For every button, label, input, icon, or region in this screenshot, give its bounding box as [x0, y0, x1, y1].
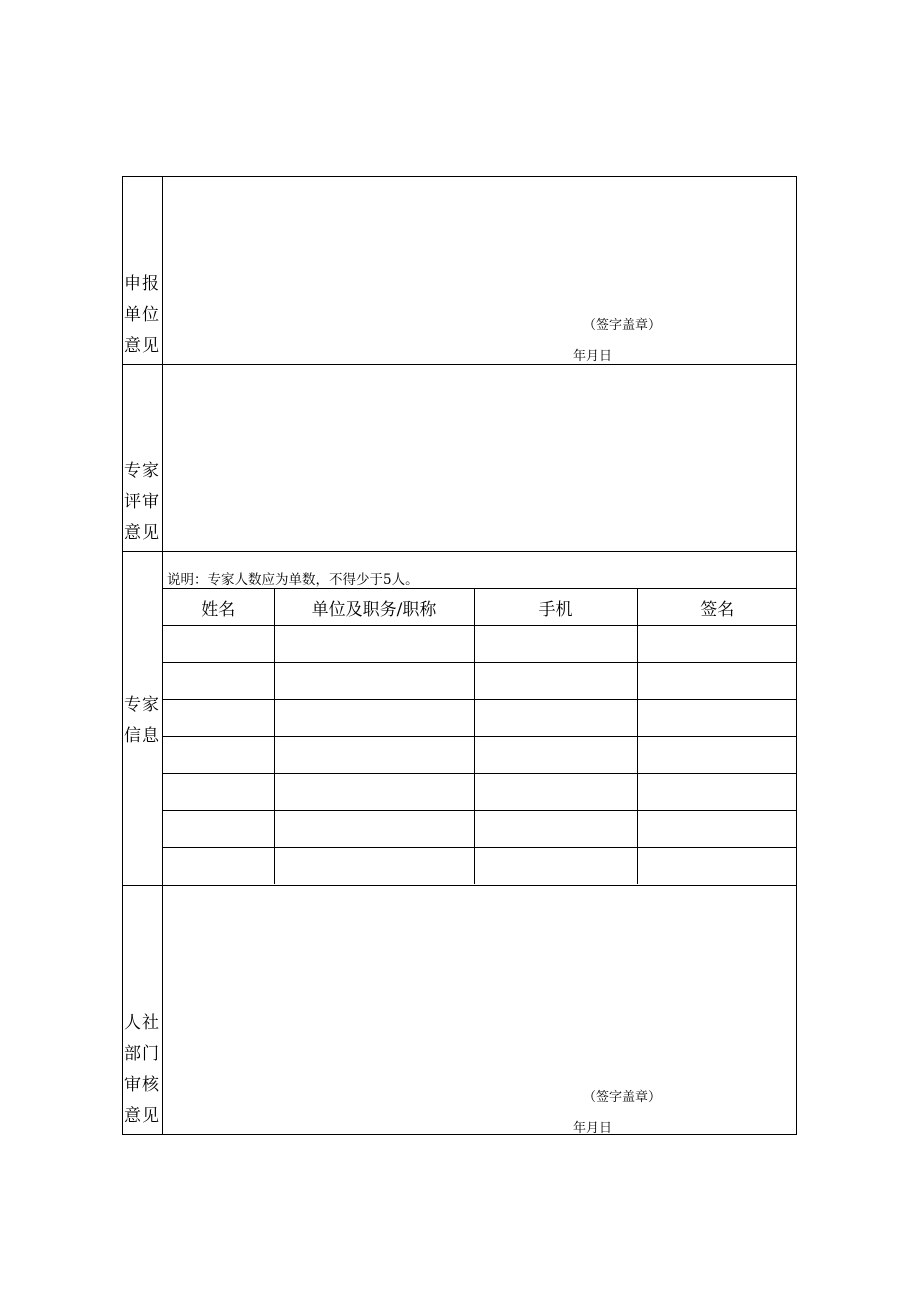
applicant-opinion-area[interactable] — [163, 177, 796, 364]
column-header-unit-title: 单位及职务/职称 — [274, 589, 474, 626]
expert-review-area[interactable] — [163, 365, 796, 551]
applicant-opinion-row — [123, 177, 796, 365]
phone-cell[interactable] — [474, 626, 637, 663]
name-cell[interactable] — [163, 811, 274, 848]
unit-title-cell[interactable] — [274, 626, 474, 663]
expert-info-row — [123, 552, 796, 886]
expert-table-header — [163, 589, 797, 626]
name-cell[interactable] — [163, 700, 274, 737]
phone-cell[interactable] — [474, 700, 637, 737]
unit-title-cell[interactable] — [274, 663, 474, 700]
column-header-signature: 签名 — [637, 589, 797, 626]
unit-title-cell[interactable] — [274, 774, 474, 811]
unit-title-cell[interactable] — [274, 848, 474, 885]
table-row — [163, 811, 797, 848]
phone-cell[interactable] — [474, 737, 637, 774]
table-row — [163, 626, 797, 663]
expert-info-label: 专家信息 — [124, 695, 160, 746]
hr-date-note: 年月日 — [573, 1121, 613, 1136]
signature-cell[interactable] — [637, 663, 797, 700]
table-row — [163, 737, 797, 774]
table-row — [163, 848, 797, 885]
opinion-form — [122, 176, 797, 1135]
signature-cell[interactable] — [637, 626, 797, 663]
hr-signature-note: （签字盖章） — [583, 1090, 662, 1105]
expert-count-notice: 说明：专家人数应为单数，不得少于5人。 — [167, 572, 419, 588]
signature-cell[interactable] — [637, 811, 797, 848]
hr-review-label: 人社部门审核意见 — [124, 1013, 160, 1126]
applicant-date-note: 年月日 — [573, 349, 613, 364]
hr-review-label-cell — [123, 886, 163, 1134]
name-cell[interactable] — [163, 737, 274, 774]
phone-cell[interactable] — [474, 811, 637, 848]
expert-info-area — [163, 552, 796, 885]
name-cell[interactable] — [163, 774, 274, 811]
applicant-signature-note: （签字盖章） — [583, 318, 662, 333]
applicant-opinion-label-cell — [123, 177, 163, 364]
column-header-name: 姓名 — [163, 589, 274, 626]
table-row — [163, 774, 797, 811]
phone-cell[interactable] — [474, 848, 637, 885]
name-cell[interactable] — [163, 626, 274, 663]
name-cell[interactable] — [163, 848, 274, 885]
signature-cell[interactable] — [637, 700, 797, 737]
phone-cell[interactable] — [474, 774, 637, 811]
table-row — [163, 663, 797, 700]
name-cell[interactable] — [163, 663, 274, 700]
expert-table — [163, 588, 797, 884]
expert-info-label-cell — [123, 552, 163, 885]
unit-title-cell[interactable] — [274, 700, 474, 737]
expert-review-row — [123, 365, 796, 552]
hr-review-area[interactable] — [163, 886, 796, 1134]
applicant-opinion-label: 申报单位意见 — [124, 274, 160, 356]
signature-cell[interactable] — [637, 774, 797, 811]
column-header-phone: 手机 — [474, 589, 637, 626]
expert-review-label-cell — [123, 365, 163, 551]
expert-review-label: 专家评审意见 — [124, 461, 160, 543]
table-row — [163, 700, 797, 737]
signature-cell[interactable] — [637, 737, 797, 774]
unit-title-cell[interactable] — [274, 737, 474, 774]
signature-cell[interactable] — [637, 848, 797, 885]
unit-title-cell[interactable] — [274, 811, 474, 848]
hr-review-row — [123, 886, 796, 1134]
phone-cell[interactable] — [474, 663, 637, 700]
